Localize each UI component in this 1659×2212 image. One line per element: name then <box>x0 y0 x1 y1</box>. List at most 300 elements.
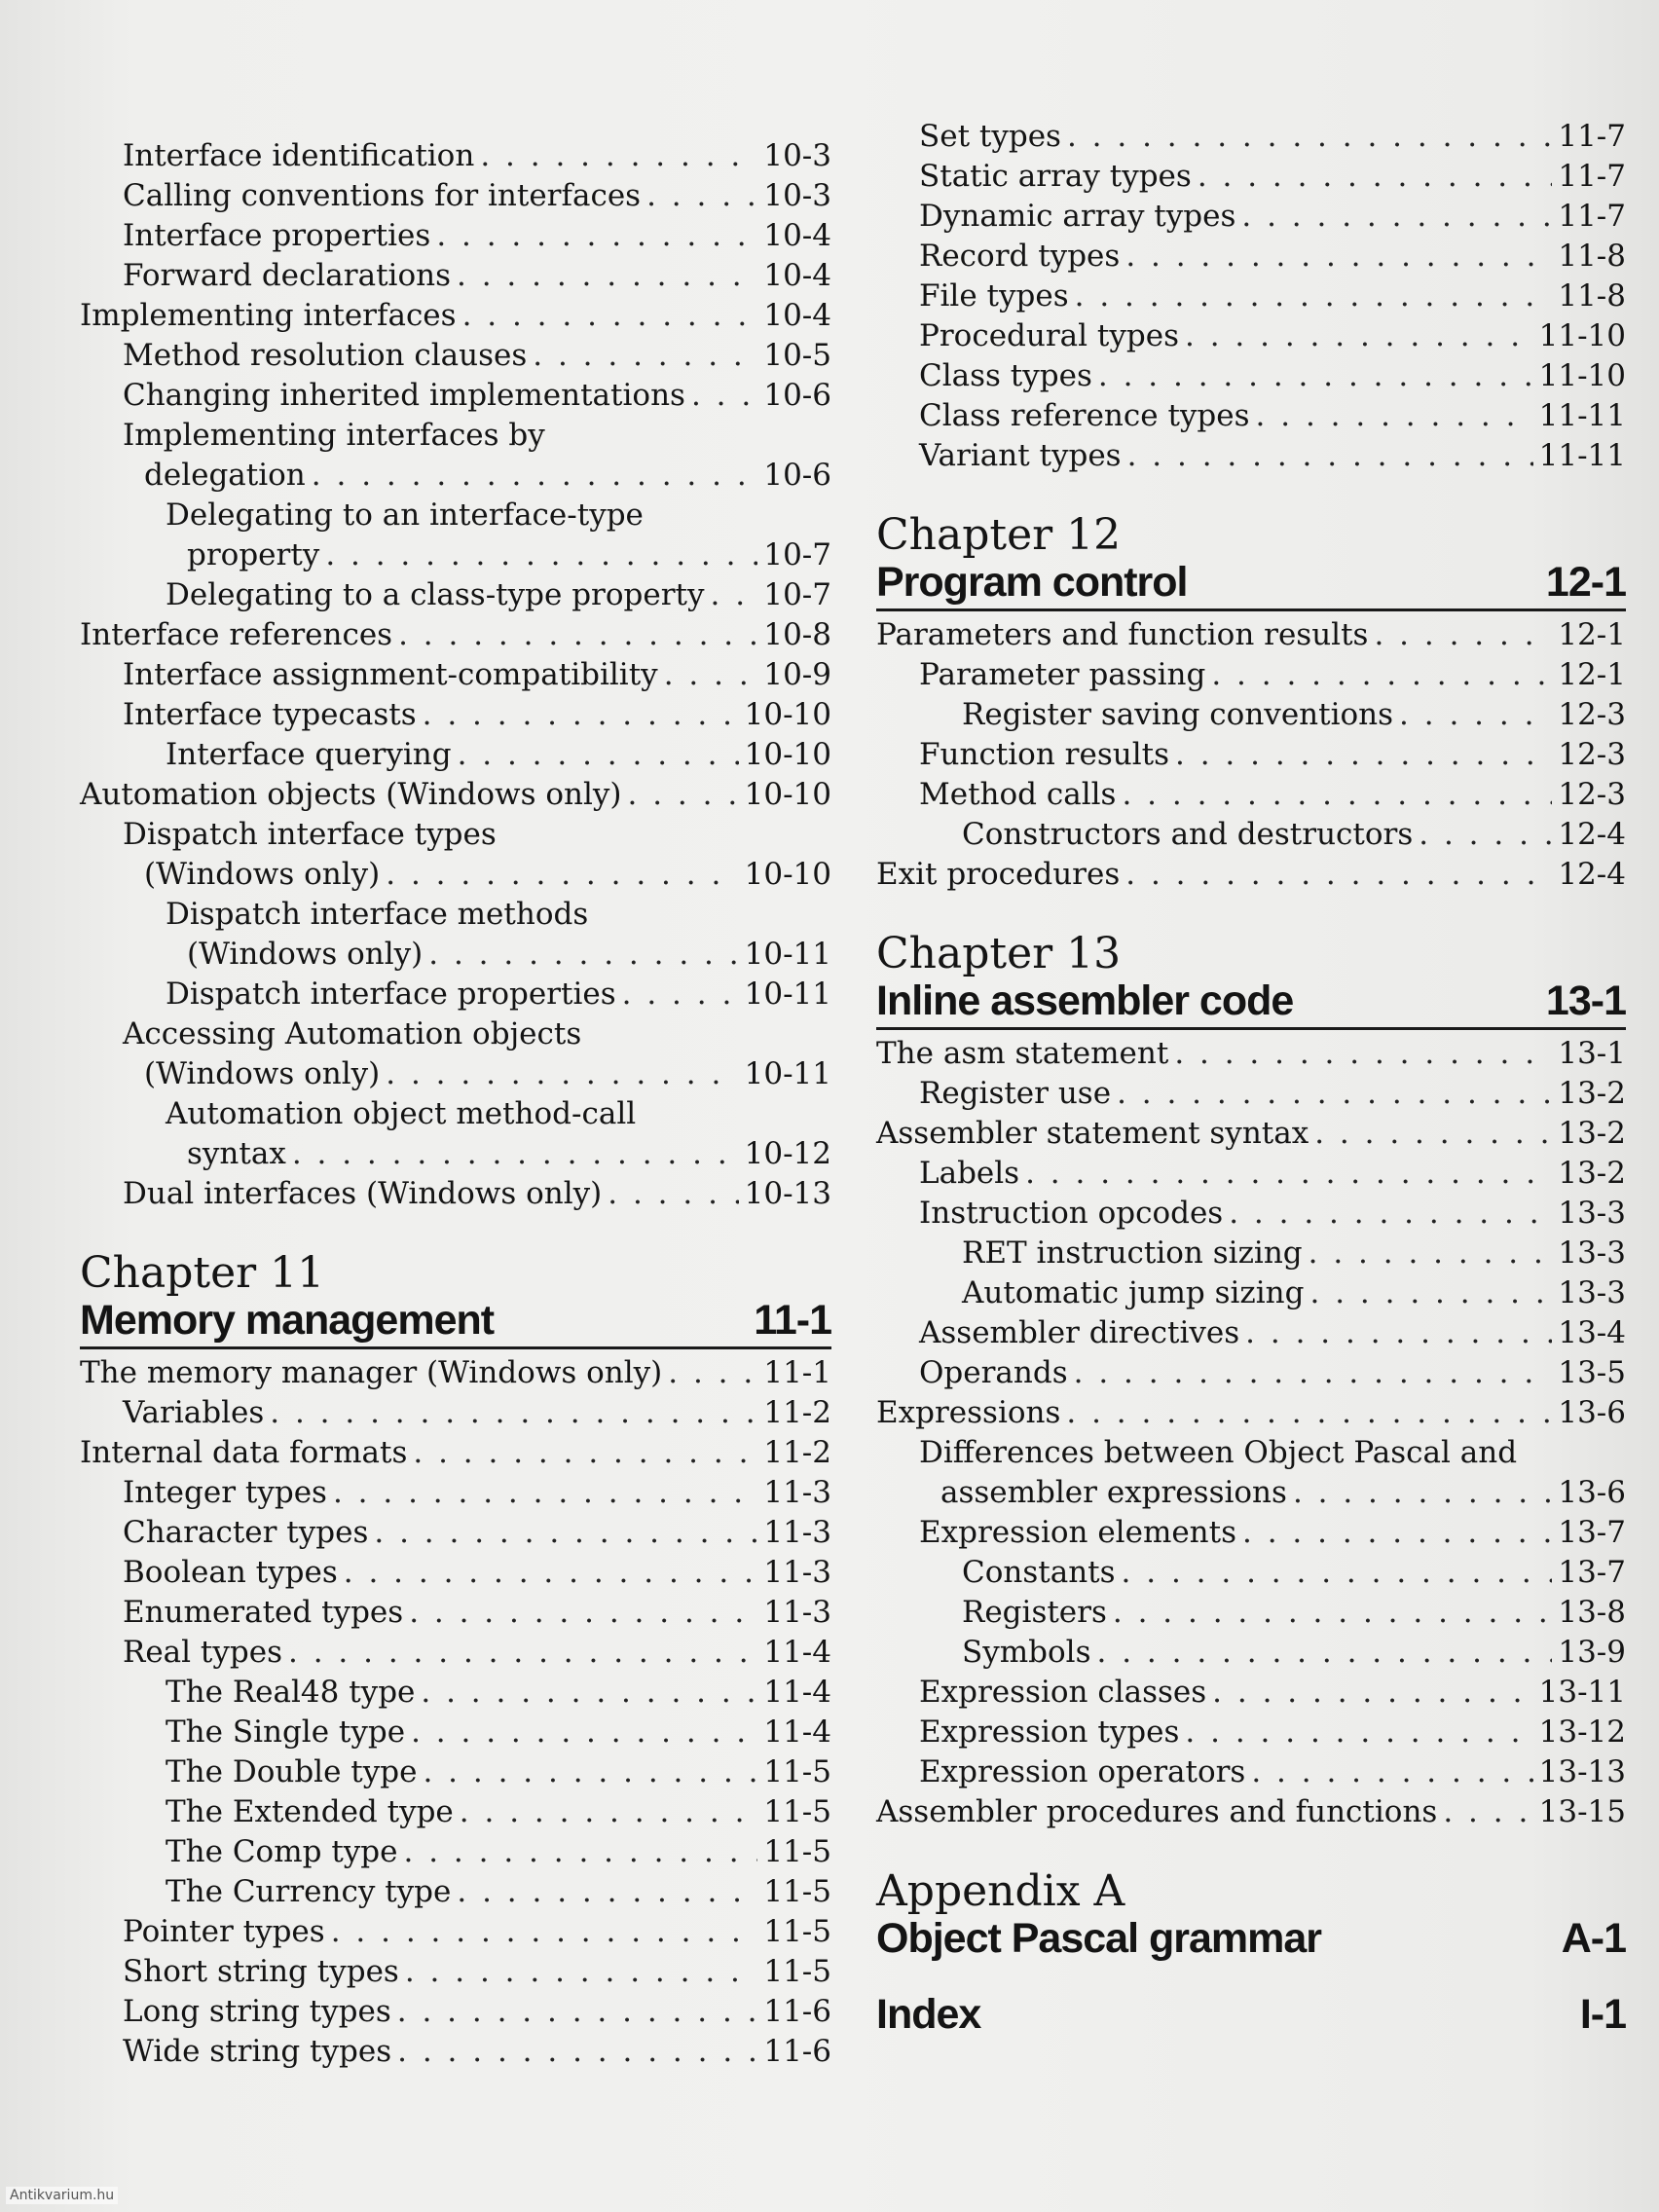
appendix-title-text: Object Pascal grammar <box>876 1915 1322 1962</box>
chapter-12-entries <box>876 615 1626 895</box>
dot-leader <box>333 1473 757 1513</box>
toc-entry-page: 13-4 <box>1558 1315 1626 1350</box>
toc-entry[interactable] <box>80 1553 831 1593</box>
toc-entry-page: 10-10 <box>744 737 831 772</box>
appendix-a-block <box>876 1866 1626 1965</box>
toc-entry[interactable] <box>876 356 1626 396</box>
toc-entry-title: Interface assignment-compatibility <box>123 657 658 692</box>
toc-entry-page: 11-8 <box>1558 239 1626 274</box>
toc-entry[interactable] <box>80 1513 831 1553</box>
toc-entry[interactable] <box>80 1992 831 2032</box>
toc-entry-title: property <box>187 537 320 572</box>
dot-leader <box>457 1872 757 1912</box>
toc-entry[interactable] <box>876 655 1626 695</box>
toc-entry-page: 13-5 <box>1558 1355 1626 1390</box>
toc-entry-page: 11-7 <box>1558 119 1626 154</box>
toc-entry-title: Labels <box>919 1156 1020 1191</box>
toc-entry-page: 11-5 <box>763 1834 831 1869</box>
toc-entry-page: 12-1 <box>1558 657 1626 692</box>
toc-entry-page: 10-11 <box>744 1056 831 1091</box>
toc-entry-page: 11-4 <box>763 1714 831 1750</box>
toc-entry-title: Automatic jump sizing <box>962 1275 1305 1310</box>
dot-leader <box>1399 695 1552 735</box>
dot-leader <box>1125 237 1552 276</box>
toc-entry-page: 11-5 <box>763 1954 831 1989</box>
toc-entry-title: Interface querying <box>166 737 452 772</box>
toc-entry-title: Assembler directives <box>919 1315 1240 1350</box>
toc-entry-page: 11-5 <box>763 1914 831 1949</box>
toc-entry[interactable] <box>876 197 1626 237</box>
toc-entry-title: Interface properties <box>123 218 431 253</box>
toc-entry-page: 13-3 <box>1558 1196 1626 1231</box>
dot-leader <box>457 256 757 296</box>
toc-column-left <box>80 136 831 2072</box>
toc-entry-page: 11-4 <box>763 1635 831 1670</box>
toc-entry-page: 11-3 <box>763 1595 831 1630</box>
toc-entry[interactable] <box>876 1273 1626 1313</box>
dot-leader <box>386 1054 738 1094</box>
toc-entry-page: 10-12 <box>744 1136 831 1171</box>
toc-entry-title: (Windows only) <box>144 1056 381 1091</box>
toc-entry-title: Long string types <box>123 1994 391 2029</box>
toc-entry-title: Assembler statement syntax <box>876 1116 1309 1151</box>
dot-leader <box>462 296 758 336</box>
toc-entry[interactable] <box>80 975 831 1014</box>
toc-entry-page: 11-6 <box>763 1994 831 2029</box>
toc-entry-page: 11-3 <box>763 1475 831 1510</box>
toc-entry-page: 11-5 <box>763 1794 831 1829</box>
dot-leader <box>480 136 757 176</box>
toc-entry-title: Real types <box>123 1635 283 1670</box>
chapter-13-entries <box>876 1034 1626 1832</box>
toc-entry-page: 13-3 <box>1558 1235 1626 1271</box>
toc-entry[interactable] <box>80 1832 831 1872</box>
dot-leader <box>1185 316 1533 356</box>
dot-leader <box>1211 655 1552 695</box>
dot-leader <box>1113 1593 1552 1633</box>
dot-leader <box>1310 1273 1553 1313</box>
dot-leader <box>312 456 758 496</box>
toc-entry-page: 11-2 <box>763 1395 831 1430</box>
dot-leader <box>1075 276 1553 316</box>
toc-entry-title: Short string types <box>123 1954 399 1989</box>
dot-leader <box>1174 1034 1552 1074</box>
toc-entry-title: Dual interfaces (Windows only) <box>123 1176 603 1211</box>
toc-entry[interactable] <box>80 1433 831 1473</box>
dot-leader <box>1212 1673 1532 1713</box>
toc-entry[interactable] <box>80 216 831 256</box>
toc-entry-line1: Differences between Object Pascal and <box>919 1435 1518 1470</box>
toc-entry-title: Delegating to a class-type property <box>166 577 705 612</box>
toc-entry[interactable] <box>876 1633 1626 1673</box>
watermark: Antikvarium.hu <box>6 2187 118 2204</box>
toc-entry-title: The Real48 type <box>166 1675 416 1710</box>
toc-entry-line1: Accessing Automation objects <box>123 1016 582 1051</box>
dot-leader <box>1251 1752 1532 1792</box>
toc-entry-page: 13-11 <box>1538 1675 1626 1710</box>
toc-entry-title: RET instruction sizing <box>962 1235 1303 1271</box>
toc-entry[interactable] <box>80 296 831 336</box>
dot-leader <box>436 216 757 256</box>
dot-leader <box>288 1633 757 1673</box>
toc-entry-page: 10-4 <box>763 298 831 333</box>
toc-entry-page: 10-7 <box>763 577 831 612</box>
toc-entry-page: 13-12 <box>1538 1714 1626 1750</box>
toc-entry-title: Changing inherited implementations <box>123 378 685 413</box>
dot-leader <box>711 575 758 615</box>
toc-entry-page: 11-7 <box>1558 199 1626 234</box>
dot-leader <box>1117 1074 1552 1114</box>
toc-entry-page: 10-9 <box>763 657 831 692</box>
toc-entry-title: Pointer types <box>123 1914 325 1949</box>
toc-entry-page: 11-6 <box>763 2034 831 2069</box>
toc-entry[interactable] <box>876 1792 1626 1832</box>
toc-entry[interactable] <box>876 1713 1626 1752</box>
toc-entry-title: Operands <box>919 1355 1068 1390</box>
toc-entry-title: Exit procedures <box>876 857 1121 892</box>
toc-entry-page: 12-3 <box>1558 737 1626 772</box>
toc-entry[interactable] <box>80 1673 831 1713</box>
toc-entry-title: Expression elements <box>919 1515 1237 1550</box>
toc-entry[interactable] <box>80 1952 831 1992</box>
toc-entry[interactable] <box>80 1134 831 1174</box>
toc-entry-page: 10-10 <box>744 697 831 732</box>
toc-entry[interactable] <box>876 1034 1626 1074</box>
toc-entry-page: 13-1 <box>1558 1036 1626 1071</box>
toc-entry[interactable] <box>80 1912 831 1952</box>
dot-leader <box>1242 1513 1552 1553</box>
dot-leader <box>423 695 739 735</box>
chapter-title <box>876 977 1626 1030</box>
chapter-title-page: 13-1 <box>1545 977 1626 1024</box>
toc-entry[interactable] <box>876 1473 1626 1513</box>
toc-entry[interactable] <box>80 1473 831 1513</box>
dot-leader <box>344 1553 758 1593</box>
toc-entry-line1: Automation object method-call <box>166 1096 637 1131</box>
dot-leader <box>1125 855 1552 895</box>
appendix-title-page: A-1 <box>1561 1915 1626 1962</box>
dot-leader <box>397 1992 758 2032</box>
toc-entry-title: Instruction opcodes <box>919 1196 1224 1231</box>
toc-entry[interactable] <box>876 117 1626 157</box>
chapter-label: Chapter 11 <box>80 1248 325 1298</box>
toc-entry-title: delegation <box>144 458 306 493</box>
toc-entry-page: 11-8 <box>1558 278 1626 313</box>
toc-entry-title: Implementing interfaces <box>80 298 457 333</box>
dot-leader <box>1127 436 1533 476</box>
dot-leader <box>533 336 757 376</box>
dot-leader <box>403 1832 757 1872</box>
dot-leader <box>270 1393 757 1433</box>
toc-entry[interactable] <box>876 1154 1626 1194</box>
toc-entry-page: 13-7 <box>1558 1555 1626 1590</box>
toc-entry-title: Variant types <box>919 438 1122 473</box>
toc-entry-page: 11-5 <box>763 1754 831 1789</box>
toc-entry-title: (Windows only) <box>144 857 381 892</box>
toc-entry-title: Interface identification <box>123 138 475 173</box>
toc-entry-page: 10-6 <box>763 378 831 413</box>
toc-entry-page: 10-4 <box>763 218 831 253</box>
toc-entry[interactable] <box>876 1074 1626 1114</box>
toc-entry-page: 13-6 <box>1558 1475 1626 1510</box>
chapter-label: Chapter 12 <box>876 510 1122 560</box>
chapter-label: Chapter 13 <box>876 929 1122 978</box>
dot-leader <box>1309 1234 1553 1273</box>
toc-entry[interactable] <box>80 176 831 216</box>
toc-column-right <box>876 117 1626 2039</box>
toc-entry[interactable] <box>876 1673 1626 1713</box>
chapter-title-text: Memory management <box>80 1297 495 1344</box>
toc-entry-title: Symbols <box>962 1635 1091 1670</box>
chapter-11-block <box>80 1248 831 2072</box>
toc-entry-page: 10-8 <box>763 617 831 652</box>
toc-entry-page: 13-9 <box>1558 1635 1626 1670</box>
toc-entry-title: Expression operators <box>919 1754 1246 1789</box>
toc-entry-line1: Dispatch interface types <box>123 817 497 852</box>
toc-entry-title: Static array types <box>919 159 1192 194</box>
toc-entry[interactable] <box>80 695 831 735</box>
toc-entry-page: 13-7 <box>1558 1515 1626 1550</box>
toc-entry[interactable] <box>80 735 831 775</box>
dot-leader <box>411 1713 757 1752</box>
toc-entry[interactable] <box>876 316 1626 356</box>
toc-entry-page: 13-8 <box>1558 1595 1626 1630</box>
toc-entry[interactable] <box>876 1194 1626 1234</box>
toc-entry[interactable] <box>80 376 831 416</box>
toc-entry[interactable] <box>80 1174 831 1214</box>
toc-entry[interactable] <box>876 1313 1626 1353</box>
toc-entry[interactable] <box>80 256 831 296</box>
dot-leader <box>691 376 757 416</box>
toc-entry-page: 12-3 <box>1558 777 1626 812</box>
toc-entry-page: 11-2 <box>763 1435 831 1470</box>
toc-entry-title: Wide string types <box>123 2034 392 2069</box>
toc-entry-title: Expressions <box>876 1395 1061 1430</box>
toc-entry-title: Expression classes <box>919 1675 1207 1710</box>
toc-entry-title: Method calls <box>919 777 1117 812</box>
toc-entry[interactable] <box>80 935 831 975</box>
toc-entry-title: Constants <box>962 1555 1116 1590</box>
toc-entry-page: 13-6 <box>1558 1395 1626 1430</box>
toc-entry-page: 13-15 <box>1538 1794 1626 1829</box>
toc-entry[interactable] <box>80 1054 831 1094</box>
toc-entry-line1: Implementing interfaces by <box>123 418 545 453</box>
toc-entry-line1: Dispatch interface methods <box>166 897 589 932</box>
dot-leader <box>668 1353 757 1393</box>
toc-entry[interactable] <box>80 1872 831 1912</box>
toc-entry-title: Automation objects (Windows only) <box>80 777 622 812</box>
toc-entry-title: The asm statement <box>876 1036 1169 1071</box>
index-entry <box>876 1990 1626 2039</box>
toc-entry[interactable] <box>80 615 831 655</box>
dot-leader <box>1185 1713 1532 1752</box>
toc-entry-page: 10-3 <box>763 178 831 213</box>
toc-entry-page: 13-13 <box>1538 1754 1626 1789</box>
dot-leader <box>622 975 739 1014</box>
toc-entry-page: 12-4 <box>1558 857 1626 892</box>
toc-entry-title: Integer types <box>123 1475 327 1510</box>
toc-entry[interactable] <box>876 1593 1626 1633</box>
toc-entry[interactable] <box>80 1752 831 1792</box>
toc-entry[interactable] <box>876 695 1626 735</box>
dot-leader <box>646 176 757 216</box>
toc-entry-title: Function results <box>919 737 1169 772</box>
toc-entry-page: 11-3 <box>763 1555 831 1590</box>
dot-leader <box>460 1792 758 1832</box>
toc-entry[interactable] <box>876 436 1626 476</box>
dot-leader <box>1175 735 1552 775</box>
dot-leader <box>1241 197 1552 237</box>
toc-entry-title: File types <box>919 278 1069 313</box>
toc-entry-title: Record types <box>919 239 1121 274</box>
dot-leader <box>1256 396 1533 436</box>
toc-entry[interactable] <box>876 855 1626 895</box>
toc-entry[interactable] <box>80 1713 831 1752</box>
toc-entry-page: 10-11 <box>744 977 831 1012</box>
dot-leader <box>608 1174 738 1214</box>
toc-entry[interactable] <box>80 1593 831 1633</box>
dot-leader <box>409 1593 757 1633</box>
dot-leader <box>413 1433 757 1473</box>
dot-leader <box>664 655 758 695</box>
dot-leader <box>397 2032 757 2072</box>
dot-leader <box>1122 775 1552 815</box>
dot-leader <box>1245 1313 1552 1353</box>
toc-entry[interactable] <box>80 575 831 615</box>
index-page: I-1 <box>1579 1991 1626 2038</box>
toc-entry-page: 11-1 <box>763 1355 831 1390</box>
toc-entry[interactable] <box>876 735 1626 775</box>
toc-entry[interactable] <box>876 1234 1626 1273</box>
toc-entry-title: Constructors and destructors <box>962 817 1414 852</box>
toc-entry-page: 10-13 <box>744 1176 831 1211</box>
toc-entry-page: 10-10 <box>744 857 831 892</box>
chapter-title <box>80 1296 831 1349</box>
toc-entry[interactable] <box>876 1114 1626 1154</box>
toc-entry-title: Parameter passing <box>919 657 1206 692</box>
toc-entry-page: 11-5 <box>763 1874 831 1909</box>
toc-entry-page: 11-11 <box>1538 398 1626 433</box>
toc-entry[interactable] <box>876 157 1626 197</box>
index-title: Index <box>876 1991 981 2038</box>
dot-leader <box>1096 1633 1552 1673</box>
toc-entry-title: (Windows only) <box>187 937 424 972</box>
toc-entry-page: 12-1 <box>1558 617 1626 652</box>
toc-entry-page: 13-2 <box>1558 1076 1626 1111</box>
toc-entry[interactable] <box>80 855 831 895</box>
dot-leader <box>386 855 738 895</box>
toc-entry-title: Expression types <box>919 1714 1180 1750</box>
toc-entry-page: 13-3 <box>1558 1275 1626 1310</box>
toc-entry[interactable] <box>80 1792 831 1832</box>
toc-entry-title: Class reference types <box>919 398 1250 433</box>
toc-entry-title: Forward declarations <box>123 258 451 293</box>
toc-section-chapter10-continued <box>80 136 831 1214</box>
dot-leader <box>1293 1473 1552 1513</box>
dot-leader <box>428 935 738 975</box>
toc-entry-title: Calling conventions for interfaces <box>123 178 642 213</box>
toc-section-chapter11-continued <box>876 117 1626 476</box>
chapter-13-block <box>876 929 1626 1832</box>
appendix-title <box>876 1914 1626 1965</box>
toc-entry-title: syntax <box>187 1136 286 1171</box>
dot-leader <box>628 775 739 815</box>
toc-entry-page: 11-10 <box>1538 318 1626 353</box>
toc-entry[interactable] <box>80 1633 831 1673</box>
toc-entry-title: Method resolution clauses <box>123 338 528 373</box>
chapter-12-block <box>876 510 1626 895</box>
toc-entry[interactable] <box>876 1393 1626 1433</box>
toc-entry[interactable] <box>80 336 831 376</box>
toc-entry[interactable] <box>876 276 1626 316</box>
toc-entry-page: 11-7 <box>1558 159 1626 194</box>
toc-entry[interactable] <box>876 237 1626 276</box>
toc-entry-page: 11-3 <box>763 1515 831 1550</box>
toc-entry[interactable] <box>876 1353 1626 1393</box>
dot-leader <box>405 1952 758 1992</box>
toc-entry[interactable] <box>876 396 1626 436</box>
toc-entry-title: The Double type <box>166 1754 418 1789</box>
toc-entry-line1: Delegating to an interface-type <box>166 498 644 533</box>
toc-entry-title: The Extended type <box>166 1794 454 1829</box>
toc-entry[interactable] <box>80 1353 831 1393</box>
toc-entry[interactable] <box>876 815 1626 855</box>
toc-entry-title: The memory manager (Windows only) <box>80 1355 663 1390</box>
toc-entry[interactable] <box>80 775 831 815</box>
toc-entry-page: 13-2 <box>1558 1116 1626 1151</box>
toc-entry[interactable] <box>80 1393 831 1433</box>
toc-entry-title: Dispatch interface properties <box>166 977 616 1012</box>
toc-entry-title: The Comp type <box>166 1834 398 1869</box>
toc-entry-page: 11-10 <box>1538 358 1626 393</box>
dot-leader <box>1066 1393 1552 1433</box>
toc-entry-page: 10-7 <box>763 537 831 572</box>
toc-entry[interactable] <box>80 2032 831 2072</box>
toc-entry[interactable] <box>876 775 1626 815</box>
dot-leader <box>374 1513 757 1553</box>
dot-leader <box>423 1752 757 1792</box>
dot-leader <box>1419 815 1552 855</box>
toc-entry[interactable] <box>80 535 831 575</box>
toc-entry-title: Interface typecasts <box>123 697 417 732</box>
toc-entry-title: Enumerated types <box>123 1595 404 1630</box>
toc-entry[interactable] <box>876 1513 1626 1553</box>
toc-entry-page: 10-6 <box>763 458 831 493</box>
toc-entry[interactable] <box>876 615 1626 655</box>
toc-entry[interactable] <box>80 456 831 496</box>
toc-entry-page: 11-4 <box>763 1675 831 1710</box>
toc-entry-title: The Single type <box>166 1714 406 1750</box>
toc-entry[interactable] <box>80 136 831 176</box>
dot-leader <box>1067 117 1552 157</box>
toc-entry-title: Character types <box>123 1515 369 1550</box>
chapter-title-page: 11-1 <box>754 1297 831 1344</box>
toc-entry-page: 10-11 <box>744 937 831 972</box>
toc-entry-title: Variables <box>123 1395 265 1430</box>
toc-entry-page: 13-2 <box>1558 1156 1626 1191</box>
toc-entry[interactable] <box>80 655 831 695</box>
toc-entry-title: Procedural types <box>919 318 1179 353</box>
dot-leader <box>1074 1353 1553 1393</box>
dot-leader <box>458 735 739 775</box>
toc-entry-page: 11-11 <box>1538 438 1626 473</box>
toc-entry-page: 12-4 <box>1558 817 1626 852</box>
toc-entry[interactable] <box>876 1553 1626 1593</box>
toc-entry-title: Set types <box>919 119 1061 154</box>
chapter-11-entries <box>80 1353 831 2072</box>
toc-entry[interactable] <box>876 1752 1626 1792</box>
toc-entry-title: Assembler procedures and functions <box>876 1794 1438 1829</box>
